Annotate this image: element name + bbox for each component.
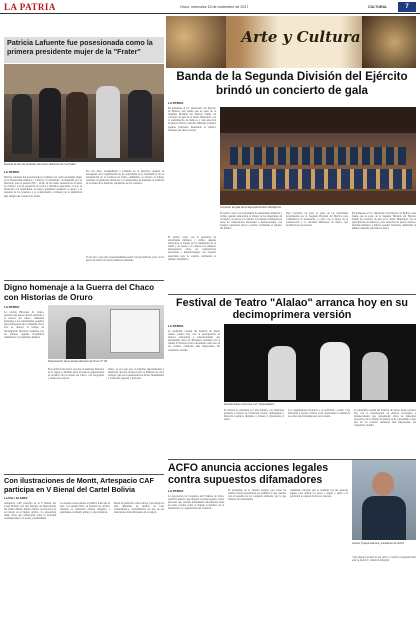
acfo-headline: ACFO anuncia acciones legales contra supuestos difamadores	[168, 462, 329, 487]
banda-body-col2: El evento contó con la presencia de autoridades militares y civiles, quienes destacaron el trabajo de los integrantes de la banda y su aporte a la cultura. Los músicos interpretaron obras de compositores nacionales e internacionales, con arreglos especiales para la ocasión, recibiendo el aplauso del público.	[220, 212, 282, 231]
ilustraciones-top-rule	[4, 474, 164, 475]
photo-person-4	[96, 86, 120, 158]
musician-row-1	[230, 147, 406, 165]
banda-body-col1-cont: El evento contó con la presencia de autoridades militares y civiles, quienes destacaron el trabajo de los integrantes de la banda y su aporte a la cultura. Los músicos interpretaron obras de compositores nacionales e internacionales, con arreglos especiales para la ocasión, recibiendo el aplauso del público.	[168, 236, 216, 261]
acfo-person-body	[362, 496, 406, 540]
lafuente-headline-box	[4, 37, 164, 63]
musician-row-2	[224, 169, 412, 189]
acfo-caption: Jacinto Quispe Alanoca, presidente de ACFO	[352, 542, 405, 545]
chaco-photo-person	[66, 317, 86, 359]
lafuente-byline: LA PATRIA	[4, 170, 20, 174]
photo-person-5	[128, 90, 152, 158]
acfo-body-col2: El presidente de la entidad aseguró que todas las cuentas fueron presentadas en asamblea y que cuentan con el respaldo de los conjuntos afiliados, por lo que rechazó las acusaciones.	[228, 489, 286, 502]
ilustraciones-headline: Con ilustraciones de Montt, Artespacio CAF participa en V Bienal del Cartel Bolivia	[4, 476, 154, 494]
banner-art-left	[166, 16, 226, 68]
acfo-person-head	[372, 472, 394, 496]
ilustraciones-body-col2: La muestra estará abierta al público hasta fin de mes, con entrada libre, en horarios de oficina. Además se realizarán talleres dirigidos a estudiantes de diseño gráfico y artes plásticas.	[60, 502, 110, 515]
photo-person-1	[12, 94, 32, 154]
banda-caption: Concierto de gala de la Segunda División del Ejército	[220, 206, 282, 209]
banda-body-col1: En homenaje al CC aniversario del Ejército de Bolivia, esta banda que es parte de la Segunda División del Ejército brindó un concierto de gala en el Teatro Municipal, con la participación de músicos y una selección de piezas clásicas, marchas militares y música popular boliviana, deleitando al público asistente que llenó el teatro.	[168, 107, 216, 132]
chaco-headline: Digno homenaje a la Guerra del Chaco con Historias de Oruro	[4, 283, 155, 302]
section-label: CULTURAL	[368, 5, 388, 9]
photo-person-3	[66, 92, 88, 158]
banda-body-col4: En homenaje al CC aniversario del Ejército de Bolivia, esta banda que es parte de la Segunda División del Ejército brindó un concierto de gala en el Teatro Municipal, con la participación de músicos y una selección de piezas clásicas, marchas militares y música popular boliviana, deleitando al público asistente que llenó el teatro.	[352, 212, 416, 231]
chaco-caption: Presentación de la revista Historias de Oruro N° 36	[48, 360, 107, 363]
chaco-top-rule	[4, 280, 164, 281]
banda-byline: LA PATRIA	[168, 101, 184, 105]
lafuente-body-col1: Patricia Lafuente fue posesionada por primera vez como presidente mujer de la Fraternidad Artística y Cultural "La Diablada", acompañada por su directorio para la gestión 2017 - 2019, en un evento realizado en el salón de eventos. Con la presencia de socios e invitados especiales, el acto se desarrolló con normalidad. La nueva presidenta agradeció el apoyo y el respaldo de los fraternos y se comprometió a trabajar por la institución más antigua del Carnaval de Oruro.	[4, 176, 82, 198]
chaco-body-col1: La revista Historias de Oruro, presentó una nueva edición dedicada a la Guerra del Chaco, rindiendo homenaje a los combatientes orureños que participaron en la contienda. En el acto se destacó el trabajo de investigación histórica realizado por los autores, quienes recopilaron testimonios y documentos inéditos.	[4, 311, 44, 339]
ilustraciones-byline: La Paz / El ANF2	[4, 496, 28, 500]
chaco-body-col3: Oruro, es por esto que el gobierno departamental y municipal aportan recursos para la difusión de estos trabajos, que son considerados un aporte fundamental a la historia regional y nacional.	[108, 368, 164, 381]
banda-body-col3: Este Concierto de Gala es parte de las actividades programadas por la Segunda División del Ejército para conmemorar el aniversario, y contó con el apoyo de la Gobernación y la Alcaldía Municipal de Oruro, que facilitaron los escenarios.	[286, 212, 348, 228]
lafuente-caption: Durante el acto de posesión del nuevo directorio de "La Frater"	[4, 163, 77, 166]
acfo-body-col1: La Asociación de Conjuntos del Folklore de Oruro (ACFO) anunció que iniciará acciones legales contra personas que estarían difundiendo información falsa en redes sociales sobre el manejo económico de la institución y la organización del Carnaval.	[168, 495, 224, 511]
actor-3	[362, 352, 388, 400]
chaco-photo-banner	[110, 309, 160, 353]
alalao-body-col3: Los organizadores invitaron a la población a asistir a las funciones y apoyar el teatro local, destacando la calidad de las obras seleccionadas para esta versión.	[288, 409, 350, 419]
lafuente-headline: Patricia Lafuente fue posesionada como la primera presidente mujer de la "Frater"	[7, 38, 153, 56]
lafuente-photo	[4, 64, 164, 162]
chaco-byline: LA PATRIA	[4, 305, 20, 309]
newspaper-logo: LA PATRIA	[4, 2, 56, 12]
photo-person-2	[39, 88, 61, 158]
stage-floor	[220, 191, 416, 205]
actor-1	[268, 346, 296, 400]
alalao-top-rule	[168, 294, 416, 295]
acfo-body-col3: Asimismo, informó que se reunirán con sus asesores legales para definir los pasos a seguir y pidió a la población no dejarse llevar por rumores.	[290, 489, 348, 499]
alalao-body-col1: La undécima versión del Festival de Teatro Alalao arranca hoy con la participación de elencos nacionales e internacionales que presentarán obras en diferentes escenarios de la ciudad. El festival se ha consolidado como uno de los eventos culturales más importantes del calendario orureño.	[168, 330, 220, 352]
alalao-headline: Festival de Teatro "Alalao" arranca hoy en su decimoprimera versión	[175, 297, 409, 322]
chaco-photo	[48, 305, 164, 359]
banner-art-right	[362, 16, 416, 68]
acfo-quote: "Que alguien pruebe lo que dicen y nosotros responderemos ante la justicia", señaló el dirigente.	[352, 556, 416, 563]
ilustraciones-body-col1: Artespacio CAF participa en la V Bienal del Cartel Bolivia con una muestra de ilustraciones del artista chileno Alberto Montt, reconocido por su trabajo en el humor gráfico. La exposición reúne obras que reflexionan sobre la sociedad contemporánea con ironía y sensibilidad.	[4, 502, 56, 521]
actor-2	[320, 342, 350, 400]
culture-banner-title: Arte y Cultura	[241, 28, 361, 46]
banda-headline: Banda de la Segunda División del Ejército brindó un concierto de gala	[176, 70, 408, 97]
alalao-body-col2: El festival se extenderá por una semana, con funciones gratuitas y talleres de formación actoral, dramaturgia y dirección escénica, dirigidos a jóvenes y aficionados al teatro.	[224, 409, 284, 422]
stage-curtain	[220, 107, 416, 133]
page-number-badge	[398, 2, 416, 12]
acfo-photo	[352, 460, 416, 540]
alalao-body-col4: La undécima versión del Festival de Teatro Alalao arranca hoy con la participación de elencos nacionales e internacionales que presentarán obras en diferentes escenarios de la ciudad. El festival se ha consolidado como uno de los eventos culturales más importantes del calendario orureño.	[354, 409, 416, 428]
page-number: 7	[405, 4, 409, 10]
chaco-body-col2: Esta publicación busca rescatar la memoria histórica de la región y difundir entre las nuevas generaciones el sacrificio de los héroes del Chaco, con fotografías y relatos de la época.	[48, 368, 104, 381]
lafuente-quote: Es un reto y una gran responsabilidad asumir esta presidencia, pero con el apoyo de todos los socios saldremos adelante.	[86, 256, 164, 263]
banda-photo	[220, 107, 416, 205]
alalao-byline: LA PATRIA	[168, 324, 184, 328]
ilustraciones-body-col3: Montt ha publicado varios libros y su trabajo ha sido difundido en medios de toda Latinoamérica, convirtiéndose en uno de los ilustradores más influyentes de la región.	[114, 502, 164, 515]
lafuente-body-col2: Por dos años, acompañarán a Lafuente en la directiva, quienes se encargarán de la organización de las actividades de la fraternidad y de su presentación en el Carnaval de Oruro. Asimismo, se destacó el trabajo realizado en gestiones anteriores y el compromiso de mantener la tradición de la danza de la diablada, patrimonio de los orureños.	[86, 170, 164, 186]
culture-banner	[166, 16, 416, 68]
masthead	[0, 0, 420, 14]
alalao-photo	[224, 324, 416, 402]
acfo-byline: LA PATRIA	[168, 489, 184, 493]
alalao-caption: Festival Alalao inicia hoy con "Abracadabra"	[224, 403, 275, 406]
edition-date: Oruro, miércoles 15 de noviembre de 2017	[180, 5, 249, 9]
